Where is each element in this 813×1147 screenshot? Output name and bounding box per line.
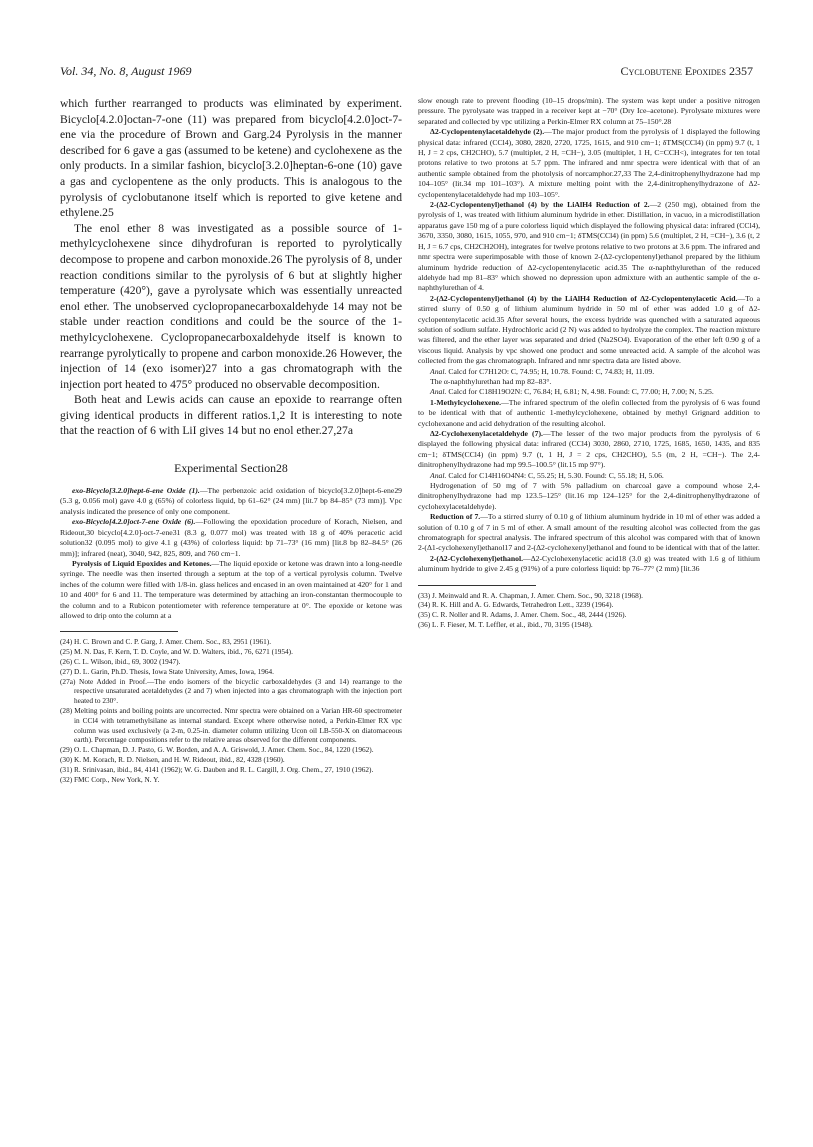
entry-lead: Anal. [430,387,447,397]
entry-lead: 2-(Δ2-Cyclohexenyl)ethanol. [430,553,524,563]
footnotes [418,591,760,630]
section-title: Experimental Section28 [174,461,288,476]
paragraph: which further rearranged to products was eliminated by experiment. Bicyclo[4.2.0]octan-7-one (11) was prepared from bicyclo[4.2.0]oct-7-ene via the procedure of Brown and Garg.24 Pyrolysis in the manner described for 6 gave a gas (assumed to be ketene) and cyclohexene as the only products. In a similar fashion, bicyclo[3.2.0]heptan-6-one (10) gave a gas and cyclopentene as the only products. This is analogous to the pyrolysis of cyclobutanone itself which is reported to give ketene and ethylene.25 [60,97,402,220]
entry-lead: Anal. [430,470,447,480]
footnote: (27) D. L. Garin, Ph.D. Thesis, Iowa State University, Ames, Iowa, 1964. [60,666,275,676]
footnote: (35) C. R. Noller and R. Adams, J. Amer. Chem. Soc., 48, 2444 (1926). [418,610,627,620]
footnote: (32) FMC Corp., New York, N. Y. [60,774,160,784]
footnote: (24) H. C. Brown and C. P. Garg, J. Amer. Chem. Soc., 83, 2951 (1961). [60,637,272,647]
right-column [418,96,760,630]
entry-lead: Δ2-Cyclohexenylacetaldehyde (7). [430,429,543,438]
entry-lead: Δ2-Cyclopentenylacetaldehyde (2). [430,127,545,137]
footnote: (30) K. M. Korach, R. D. Nielsen, and H. W. Rideout, ibid., 82, 4328 (1960). [60,754,285,764]
entry-lead: 2-(Δ2-Cyclopentenyl)ethanol (4) by the LiAlH4 Reduction of Δ2-Cyclopentenylacetic Acid. [430,293,738,303]
experimental-text-continued [418,96,760,575]
entry-text: —Δ2-Cyclohexenylacetic acid18 (3.0 g) was treated with 1.6 g of lithium aluminum hydride to give 2.45 g (91%) of a pure colorless liquid: bp 76–77° (2 mm) [lit.36 [418,553,760,574]
entry-text: —The liquid epoxide or ketone was drawn into a long-needle syringe. The needle was then inserted through a septum at the top of a vertical pyrolysis column. Twelve inches of the column were filled with 1/8-in. glass helices and encased in an oven maintained at 420° for 1 and 10 and 400° for 6 and 11. The temperature was determined by attaching an iron-constantan thermocouple to the column and to a Rubicon potentiometer with reference temperature at 0°. The epoxide or ketone was allowed to drip onto the column at a [60,558,402,620]
entry-lead: Pyrolysis of Liquid Epoxides and Ketones. [72,558,212,568]
paragraph: The enol ether 8 was investigated as a possible source of 1-methylcyclohexene since dihydrofuran is reported to pyrolytically decompose to propene and carbon monoxide.26 The pyrolysis of 8, under reaction conditions similar to the pyrolysis of 6 but at slightly higher temperature (420°), gave a pyrolysate which was essentially unreacted enol ether. The unobserved cyclopropanecarboxaldehyde 14 may not be stable under reaction conditions and could be the source of the 1-methylcyclohexene. Cyclopropanecarboxaldehyde itself is known to rearrange pyrolytically to propene and carbon monoxide.26 However, the injection of 14 (exo isomer)27 into a gas chromatograph with the injection port heated to 475° produced no observable decomposition. [60,221,402,391]
entry-text: Calcd for C18H19O2N: C, 76.84; H, 6.81; N, 4.98. Found: C, 77.00; H, 7.00; N, 5.25. [446,387,714,397]
left-column [60,96,402,784]
entry-text: Hydrogenation of 50 mg of 7 with 5% palladium on charcoal gave a compound whose 2,4-dinitrophenylhydrazone had mp 123.5–125° (lit.16 mp 124–125° for the 2,4-dinitrophenylhydrazone of cyclohexylacetaldehyde). [418,481,760,511]
footnote-divider [60,631,178,632]
entry-text: —Following the epoxidation procedure of Korach, Nielsen, and Rideout,30 bicyclo[4.2.0]-oct-7-ene31 (8.3 g, 0.077 mol) was treated with 18 g of 40% peracetic acid solution32 (0.095 mol) to give 4.1 g (43%) of colorless liquid: bp 71–73° (16 mm) [lit.8 bp 82–84.5° (26 mm)]; infrared (neat), 3040, 942, 825, 809, and 760 cm−1. [60,517,403,558]
footnote: (31) R. Srinivasan, ibid., 84, 4141 (1962); W. G. Dauben and R. L. Cargill, J. Org. Chem., 27, 1910 (1962). [60,764,374,774]
entry-text: Calcd for C14H16O4N4: C, 55.25; H, 5.30. Found: C, 55.18; H, 5.06. [446,470,664,480]
footnote: (25) M. N. Das, F. Kern, T. D. Coyle, and W. D. Walters, ibid., 76, 6271 (1954). [60,647,293,657]
entry-lead: Anal. [430,366,447,376]
entry-text: —To a stirred slurry of 0.10 g of lithium aluminum hydride in 10 ml of ether was added a solution of 0.10 g of 7 in 5 ml of ether. A small amount of the resulting alcohol was collected from the gas chromatograph for spectral analysis. The infrared spectrum of this alcohol was compared with that of known 2-(Δ1-cyclohexenyl)ethanol17 and 2-(Δ2-cyclohexenyl)ethanol and found to be identical with that of the latter. [418,512,760,553]
footnote: (33) J. Meinwald and R. A. Chapman, J. Amer. Chem. Soc., 90, 3218 (1968). [418,590,643,600]
discussion-text [60,96,402,439]
footnote: (28) Melting points and boiling points are uncorrected. Nmr spectra were obtained on a Varian HR-60 spectrometer in CCl4 with tetramethylsilane as internal standard. Except where otherwise noted, a Perkin-Elmer RX vpc column was used exclusively (a 2-m, 0.25-in. diameter column utilizing Ucon oil LB-550-X on diatomaceous earth). Percentage compositions refer to the relative areas observed for the different components. [60,705,402,745]
experimental-text [60,486,402,621]
journal-header: Vol. 34, No. 8, August 1969 [60,64,192,78]
footnotes [60,637,402,784]
entry-lead: Reduction of 7. [430,512,481,522]
paragraph: Both heat and Lewis acids can cause an epoxide to rearrange often giving identical products in different ratios.1,2 It is interesting to note that the reaction of 6 with LiI gives 14 but no enol ether.27,27a [60,393,402,438]
entry-text: —2 (250 mg), obtained from the pyrolysis of 1, was treated with lithium aluminum hydride in ether. Distillation, in vacuo, in a microdistillation apparatus gave 150 mg of a pure colorless liquid which displayed the following physical data: infrared (CCl4), 3670, 3350, 3080, 1615, 1055, 970, and 910 cm−1; δTMS(CCl4) (in ppm) 5.6 (multiplet, 2 H, =CH−), 3.6 (t, 2 H, J = 6.7 cps, CH2CH2OH), integrates for twelve protons relative to two protons at 3.6 ppm. The infrared and nmr spectra were superimposable with those of known 2-(Δ2-cyclopentenyl)ethanol prepared by the lithium aluminum hydride reduction of Δ2-cyclopentenylacetic acid.35 The α-naphthylurethan of the reduced aldehyde had mp 81–83° which showed no depression upon admixture with an authentic sample of the α-naphthylurethan of 4. [418,200,760,293]
entry-text: slow enough rate to prevent flooding (10–15 drops/min). The system was kept under a positive nitrogen pressure. The pyrolysate was trapped in a receiver kept at −70° (Dry Ice–acetone). Pyrolysate mixtures were separated and collected by vpc utilizing a Perkin-Elmer RX column at 75–150°.28 [418,96,760,126]
footnote: (29) O. L. Chapman, D. J. Pasto, G. W. Borden, and A. A. Griswold, J. Amer. Chem. Soc., 84, 1220 (1962). [60,745,374,755]
footnote-divider [418,585,536,586]
entry-lead: exo-Bicyclo[3.2.0]hept-6-ene Oxide (1). [72,486,200,496]
entry-lead: 2-(Δ2-Cyclopentenyl)ethanol (4) by the LiAlH4 Reduction of 2. [430,200,650,210]
entry-text: —The perbenzoic acid oxidation of bicyclo[3.2.0]hept-6-ene29 (5.3 g, 0.056 mol) gave 4.0 g (65%) of colorless liquid, bp 61–62° (24 mm) [lit.7 bp 84–85° (73 mm)]. Vpc analysis indicated the presence of only one component. [60,486,403,516]
footnote: (26) C. L. Wilson, ibid., 69, 3002 (1947). [60,656,181,666]
entry-text: The α-naphthylurethan had mp 82–83°. [430,376,552,386]
entry-lead: 1-Methylcyclohexene. [430,397,502,407]
running-title: Cyclobutene Epoxides 2357 [620,64,753,78]
entry-text: —To a stirred slurry of 0.50 g of lithium aluminum hydride in 50 ml of ether was added 1.0 g of Δ2-cyclopentenylacetic acid.35 After several hours, the excess hydride was quenched with a saturated aqueous solution of sodium sulfate. Hydrochloric acid (2 N) was added to hydrolyze the complex. The reaction mixture was filtered, and the ether layer was separated and dried (Na2SO4). Evaporation of the ether left 0.90 g of a viscous liquid. Analysis by vpc showed one product and some unreacted acid. A sample of the alcohol was collected from the gas chromatograph. Infrared and nmr spectra data are listed above. [418,293,760,366]
entry-text: Calcd for C7H12O: C, 74.95; H, 10.78. Found: C, 74.83; H, 11.09. [446,366,655,376]
footnote: (34) R. K. Hill and A. G. Edwards, Tetrahedron Lett., 3239 (1964). [418,600,614,610]
entry-lead: exo-Bicyclo[4.2.0]oct-7-ene Oxide (6). [72,517,196,527]
entry-text: —The major product from the pyrolysis of 1 displayed the following physical data: infrared (CCl4), 3080, 2820, 2720, 1725, 1615, and 910 cm−1; δTMS(CCl4) (in ppm) 9.7 (t, 1 H, J = 2 cps, CH2CHO), 5.7 (multiplet, 2 H, =CH−), 3.05 (multiplet, 1 H, C=CCH<), integrates for ten total protons relative to two protons at 5.7 ppm. The infrared and nmr spectra were identical with that of an authentic sample obtained from the photolysis of norcamphor.27,33 The 2,4-dinitrophenylhydrazone had mp 104–105° (lit.34 mp 101–103°). A mixture melting point with the 2,4-dinitrophenylhydrazone of Δ2-cyclopentenylacetaldehyde had mp 103–105°. [418,127,760,199]
entry-text: —The infrared spectrum of the olefin collected from the pyrolysis of 6 was found to be identical with that of authentic 1-methylcyclohexene, obtained by methyl Grignard addition to cyclohexanone and acid dehydration of the resulting alcohol. [418,397,760,428]
footnote: (27a) Note Added in Proof.—The endo isomers of the bicyclic carboxaldehydes (3 and 14) rearrange to the respective unsaturated acetaldehydes (2 and 7) when injected into a gas chromatograph with the injection port heated to 230°. [60,676,402,706]
footnote: (36) L. F. Fieser, M. T. Leffler, et al., ibid., 70, 3195 (1948). [418,620,593,630]
entry-text: —The lesser of the two major products from the pyrolysis of 6 displayed the following physical data: infrared (CCl4) 3030, 2860, 2710, 1725, 1685, 1650, 1435, and 835 cm−1; δTMS(CCl4) (in ppm) 9.7 (t, 1 H, J = 2 cps, CH2CHO), 5.5 (m, 2 H, =CH−). The 2,4-dinitrophenylhydrazone had mp 99.5–100.5° (lit.15 mp 97°). [418,429,761,470]
